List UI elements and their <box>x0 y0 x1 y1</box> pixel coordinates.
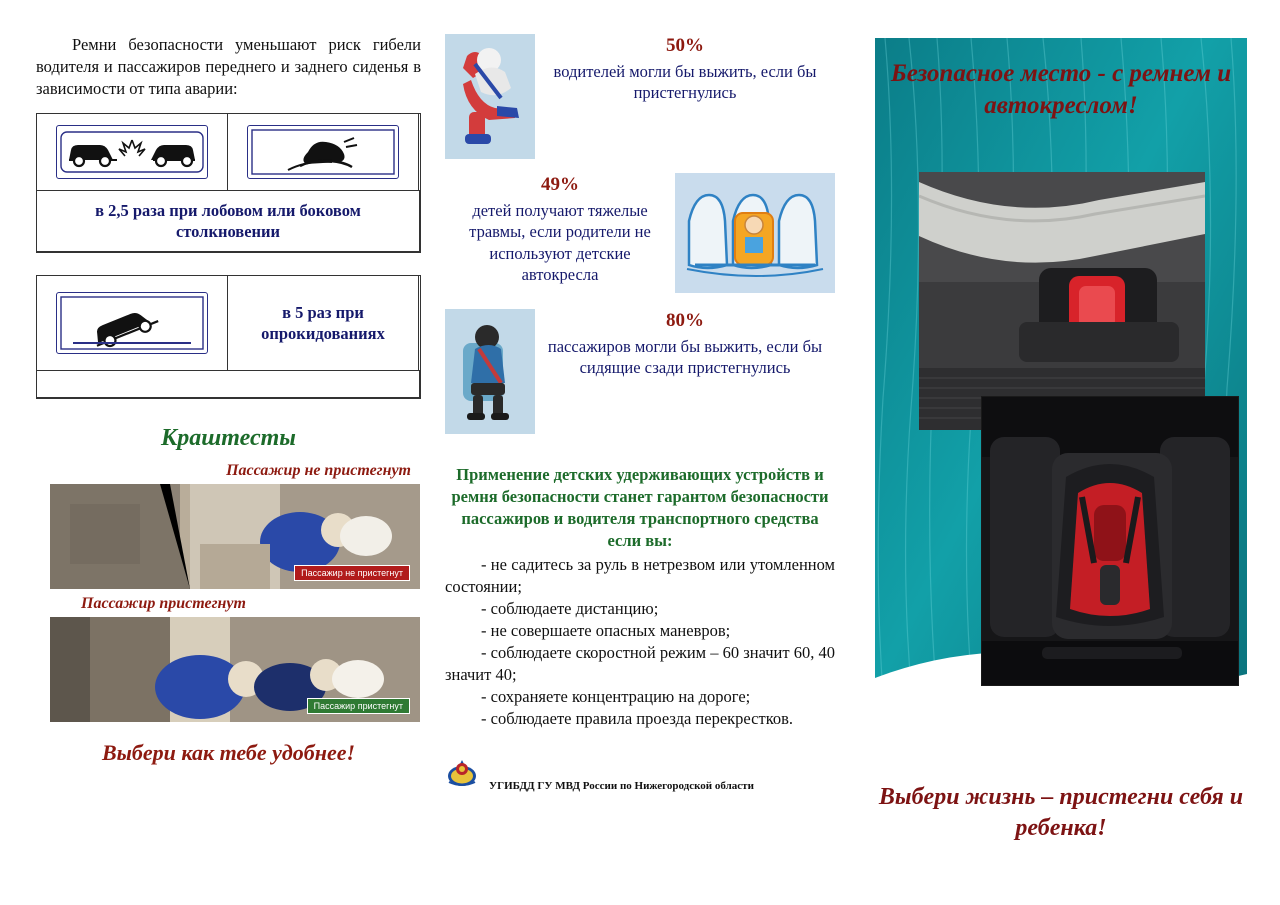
photo1-label: Пассажир не пристегнут <box>226 462 411 480</box>
stat-text-80 <box>535 309 835 379</box>
middle-column <box>445 34 835 795</box>
crashtest-heading: Краштесты <box>161 425 296 452</box>
bullet-1: - не садитесь за руль в нетрезвом или утомленном состоянии; <box>445 555 835 597</box>
stat-text-49 <box>445 173 675 285</box>
crash-type-table-2 <box>36 275 421 399</box>
crash-type-table-1 <box>36 113 421 253</box>
car-rollover-icon <box>56 292 208 354</box>
panel-title: Безопасное место - с ремнем и автокреслом! <box>890 60 1232 119</box>
organization-name: УГИБДД ГУ МВД России по Нижегородской области <box>489 779 754 792</box>
stat-percent-50: 50% <box>666 35 704 56</box>
car-skid-icon <box>247 125 399 179</box>
child-car-seat-photo <box>981 396 1239 686</box>
table-cell-caption-2 <box>227 275 419 371</box>
right-teal-panel <box>875 38 1247 760</box>
crash-photo-belted <box>50 617 420 722</box>
choose-slogan: Выбери как тебе удобнее! <box>101 740 356 766</box>
bullet-4: - соблюдаете скоростной режим – 60 значит 60, 40 значит 40; <box>445 643 835 685</box>
table-cell-icon-frontal <box>36 113 228 191</box>
table-row <box>37 371 420 398</box>
crash-type-caption: в 5 раз при опрокидованиях <box>261 302 385 344</box>
stat-text-50 <box>535 34 835 104</box>
intro-paragraph: Ремни безопасности уменьшают риск гибели водителя и пассажиров переднего и заднего сиденья в зависимости от типа аварии: <box>36 35 421 98</box>
stat-desc-80: пассажиров могли бы выжить, если бы сидящие сзади пристегнулись <box>547 337 823 378</box>
crash-type-caption: в 2,5 раза при лобовом или боковом столкновении <box>95 200 361 242</box>
bullet-5: - сохраняете концентрацию на дороге; <box>481 687 751 707</box>
table-cell-icon-rollover <box>36 275 228 371</box>
table-row <box>37 114 420 191</box>
stat-row-49 <box>445 173 835 293</box>
gibdd-emblem-icon <box>445 756 479 795</box>
table-row <box>37 191 420 252</box>
driver-crash-test-dummy-image <box>445 34 535 159</box>
organization-footer <box>445 756 835 795</box>
car-frontal-crash-icon <box>56 125 208 179</box>
stat-desc-50: водителей могли бы выжить, если бы пристегнулись <box>553 62 817 103</box>
photo2-label: Пассажир пристегнут <box>81 595 246 613</box>
seatbelt-buckle-photo <box>919 172 1205 430</box>
car-seats-with-child-seat-image <box>675 173 835 293</box>
table-cell-spacer <box>36 370 420 398</box>
right-column <box>875 38 1247 844</box>
stat-row-80 <box>445 309 835 434</box>
table-row <box>37 276 420 371</box>
stat-percent-80: 80% <box>666 310 704 331</box>
table-cell-icon-skid <box>227 113 419 191</box>
crash-photo-unbelted <box>50 484 420 589</box>
photo2-badge: Пассажир пристегнут <box>307 698 410 714</box>
right-slogan: Выбери жизнь – пристегни себя и ребенка! <box>878 784 1244 842</box>
left-column <box>36 34 421 766</box>
table-cell-caption-1 <box>36 190 420 252</box>
stat-row-50 <box>445 34 835 159</box>
bullet-3: - не совершаете опасных маневров; <box>481 621 731 641</box>
rear-passenger-belted-image <box>445 309 535 434</box>
stat-percent-49: 49% <box>541 174 579 195</box>
photo1-badge: Пассажир не пристегнут <box>294 565 410 581</box>
bullet-6: - соблюдаете правила проезда перекрестков. <box>481 709 794 728</box>
stat-desc-49: детей получают тяжелые травмы, если родители не используют детские автокресла <box>469 201 651 284</box>
bullet-2: - соблюдаете дистанцию; <box>481 599 659 619</box>
green-paragraph: Применение детских удерживающих устройств и ремня безопасности станет гарантом безопасности пассажиров и водителя транспортного средства если вы: <box>451 465 829 551</box>
